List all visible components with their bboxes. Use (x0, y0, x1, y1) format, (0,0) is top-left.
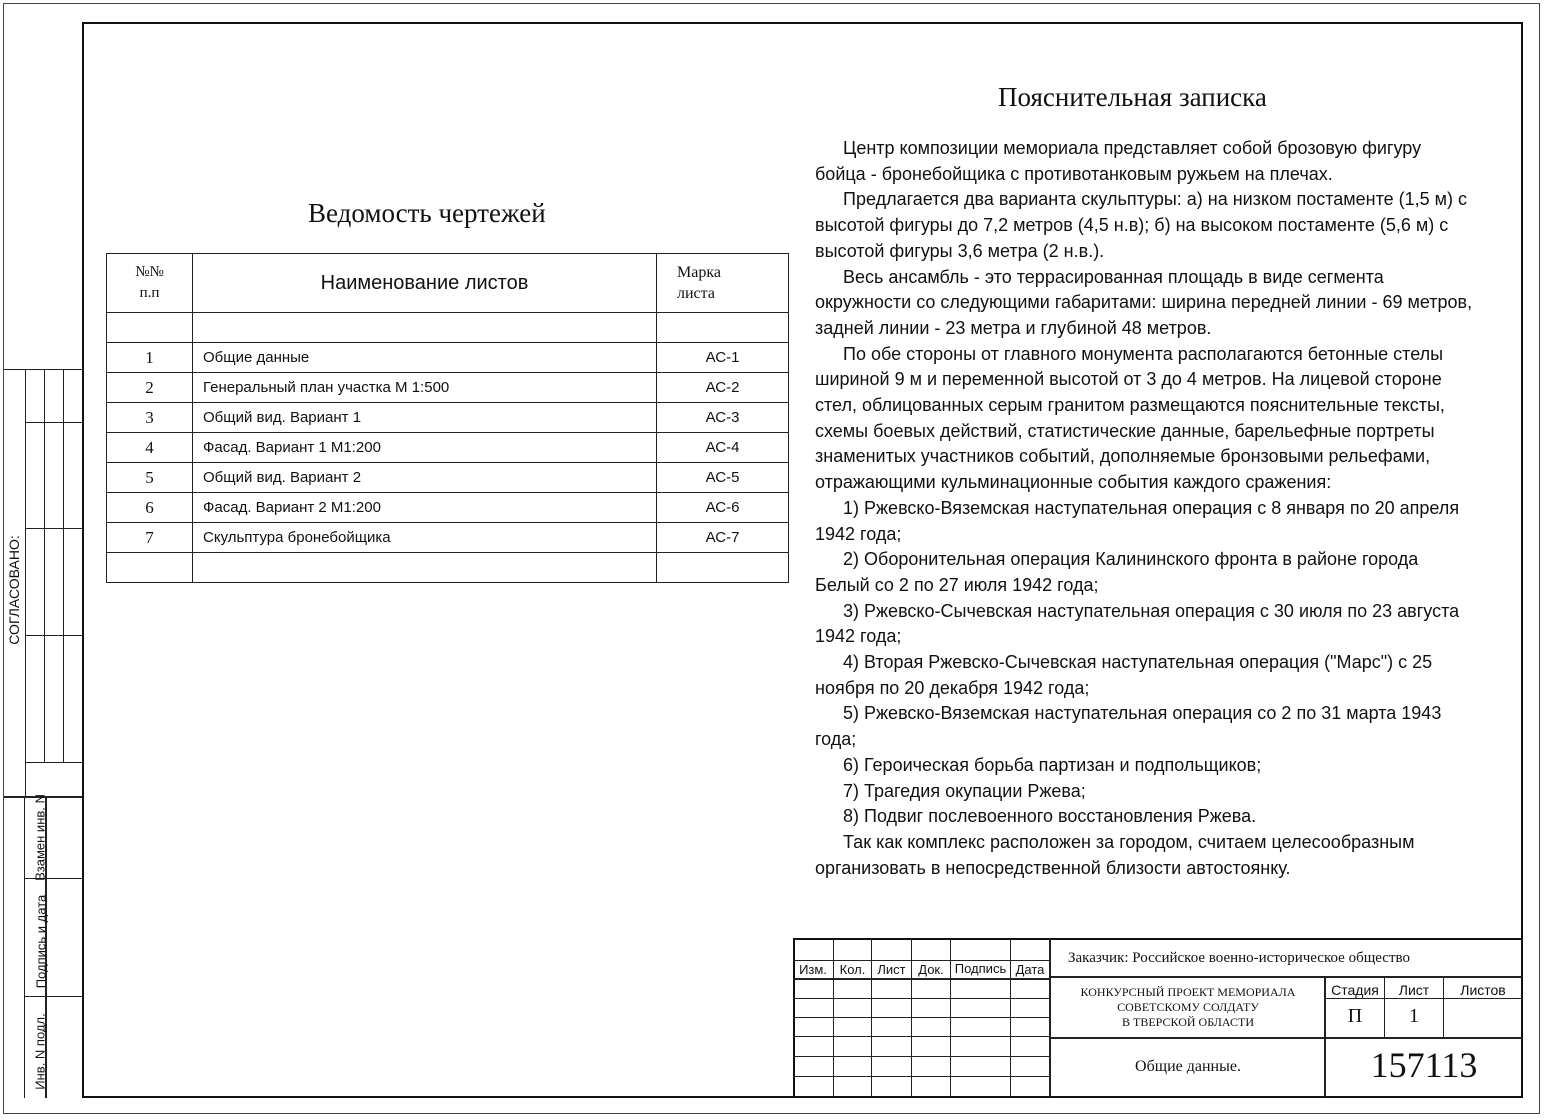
drawing-code: 157113 (1370, 1045, 1478, 1085)
row-number: 5 (107, 463, 193, 493)
project-line: КОНКУРСНЫЙ ПРОЕКТ МЕМОРИАЛА (1080, 985, 1296, 999)
row-name: Фасад. Вариант 1 М1:200 (193, 433, 657, 463)
header-izm: Изм. (799, 962, 827, 977)
row-name: Фасад. Вариант 2 М1:200 (193, 493, 657, 523)
project-line: В ТВЕРСКОЙ ОБЛАСТИ (1122, 1015, 1254, 1029)
header-data: Дата (1015, 962, 1045, 977)
table-row (107, 403, 789, 433)
row-number: 2 (107, 373, 193, 403)
row-name: Общий вид. Вариант 2 (193, 463, 657, 493)
table-row (107, 433, 789, 463)
row-mark: АС-4 (657, 433, 789, 463)
note-paragraph: Весь ансамбль - это террасированная площадь в виде сегмента окружности со следующими габаритами: ширина передней линии - 69 метров, задней линии - 23 метра и глубиной 48 метров. (815, 266, 1473, 338)
table-row (107, 343, 789, 373)
header-dok: Док. (918, 962, 944, 977)
row-name: Общий вид. Вариант 1 (193, 403, 657, 433)
note-list-item: 5) Ржевско-Вяземская наступательная операция со 2 по 31 марта 1943 года; (815, 703, 1442, 750)
row-mark: АС-5 (657, 463, 789, 493)
note-paragraph: Предлагается два варианта скульптуры: а) на низком постаменте (1,5 м) с высотой фигуры до 7,2 метров (4,5 н.в); б) на высоком постаменте (5,6 м) с высотой фигуры 3,6 метра (2 н.в.). (815, 189, 1468, 261)
note-body (815, 136, 1475, 881)
row-mark: АС-1 (657, 343, 789, 373)
row-name: Общие данные (193, 343, 657, 373)
sheet-name: Общие данные. (1135, 1058, 1241, 1075)
approved-label: СОГЛАСОВАНО: (6, 535, 22, 645)
row-mark: АС-7 (657, 523, 789, 553)
note-paragraph: Центр композиции мемориала представляет собой брозовую фигуру бойца - бронебойщика с противотанковым ружьем на плечах. (815, 138, 1422, 184)
row-number: 6 (107, 493, 193, 523)
row-name: Скульптура бронебойщика (193, 523, 657, 553)
header-list: Лист (877, 962, 906, 977)
table-row (107, 463, 789, 493)
sheet-value: 1 (1409, 1005, 1419, 1027)
inv-original-label: Инв. N подл. (32, 1013, 48, 1090)
stage-label: Стадия (1331, 982, 1379, 998)
note-title: Пояснительная записка (998, 82, 1267, 112)
table-row-empty (107, 313, 789, 343)
header-name: Наименование листов (193, 254, 657, 313)
table-row-empty (107, 553, 789, 583)
row-mark: АС-2 (657, 373, 789, 403)
note-list-item: 4) Вторая Ржевско-Сычевская наступательная операция ("Марс") с 25 ноября по 20 декабря 1942 года; (815, 652, 1433, 698)
row-number: 4 (107, 433, 193, 463)
table-row (107, 373, 789, 403)
header-mark: Марка листа (657, 254, 789, 313)
project-name (1052, 985, 1324, 1030)
note-paragraph: Так как комплекс расположен за городом, считаем целесообразным организовать в непосредственной близости автостоянку. (815, 831, 1415, 878)
project-line: СОВЕТСКОМУ СОЛДАТУ (1117, 1000, 1259, 1014)
stage-value: П (1347, 1005, 1363, 1027)
replaced-inv-label: Взамен инв. N (32, 794, 48, 881)
header-podpis: Подпись (954, 961, 1007, 976)
note-list-item: 6) Героическая борьба партизан и подпольщиков; (843, 754, 1262, 775)
table-row (107, 523, 789, 553)
table-row (107, 493, 789, 523)
note-list-item: 2) Оборонительная операция Калининского фронта в районе города Белый со 2 по 27 июля 1942 года; (815, 549, 1419, 595)
row-mark: АС-6 (657, 493, 789, 523)
signature-date-label: Подпись и дата (33, 894, 49, 989)
note-list-item: 3) Ржевско-Сычевская наступательная операция с 30 июля по 23 августа 1942 года; (815, 600, 1460, 647)
row-mark: АС-3 (657, 403, 789, 433)
table-header-row (107, 254, 789, 313)
header-number: №№ п.п (107, 254, 193, 313)
drawing-list-table (106, 253, 789, 583)
note-list-item: 1) Ржевско-Вяземская наступательная операция с 8 января по 20 апреля 1942 года; (815, 497, 1460, 544)
note-list-item: 7) Трагедия окупации Ржева; (843, 780, 1086, 801)
note-list-item: 8) Подвиг послевоенного восстановления Ржева. (843, 806, 1257, 827)
customer-label: Заказчик: Российское военно-историческое общество (1068, 950, 1410, 966)
row-name: Генеральный план участка М 1:500 (193, 373, 657, 403)
sheets-label: Листов (1460, 982, 1506, 998)
header-kol: Кол. (839, 962, 866, 977)
row-number: 7 (107, 523, 193, 553)
row-number: 1 (107, 343, 193, 373)
drawing-list-title: Ведомость чертежей (308, 198, 546, 228)
sheet-label: Лист (1398, 982, 1430, 998)
note-paragraph: По обе стороны от главного монумента располагаются бетонные стелы шириной 9 м и переменной высотой от 3 до 4 метров. На лицевой стороне стел, облицованных серым гранитом размещаются пояснительные тексты, схемы боевых действий, статистические данные, барельефные портреты знаменитых участников событий, дополняемые бронзовыми рельефами, отражающими кульминационные события каждого сражения: (815, 343, 1445, 493)
row-number: 3 (107, 403, 193, 433)
